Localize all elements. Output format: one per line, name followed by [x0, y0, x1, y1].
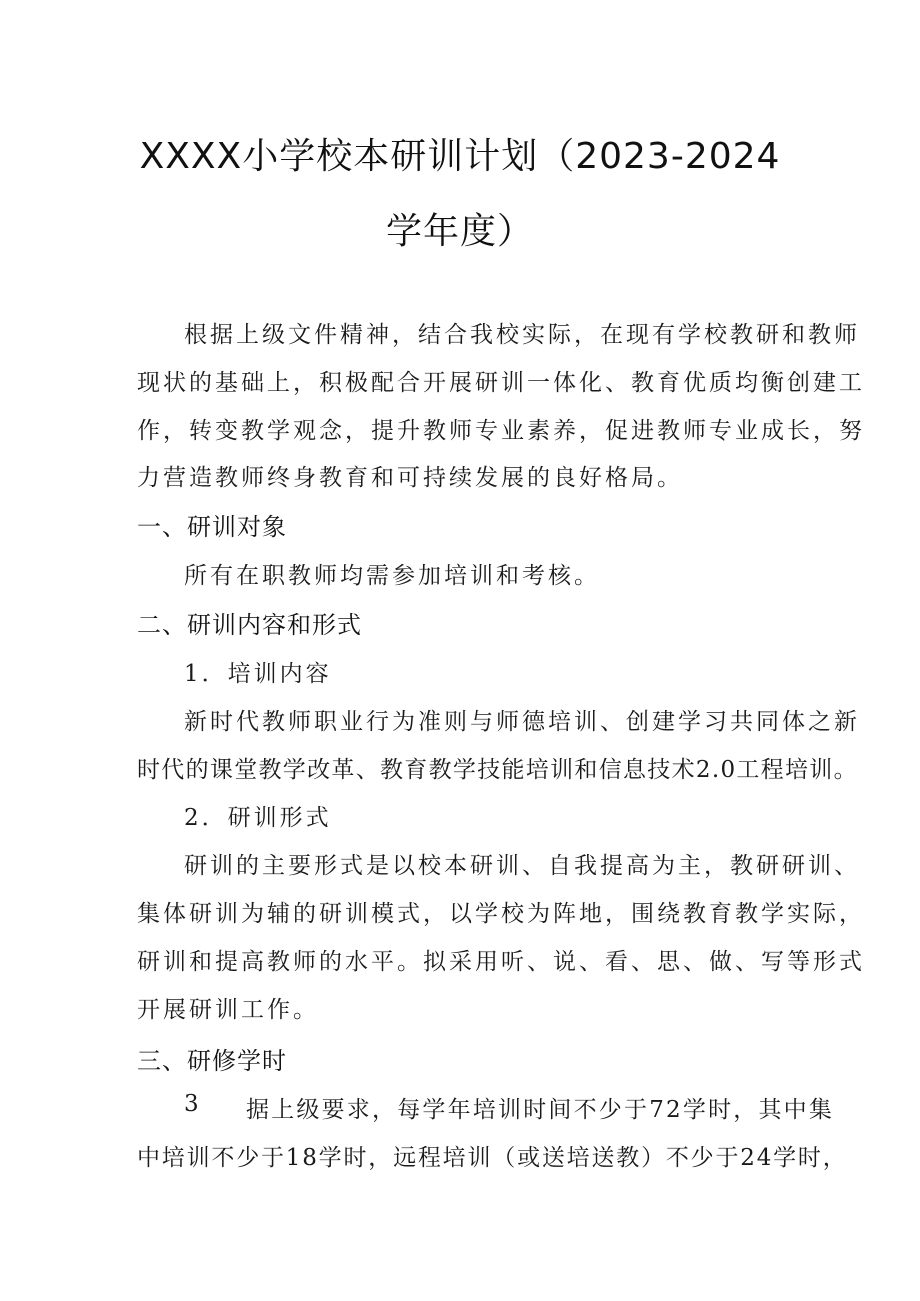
section-3-number: 3	[184, 1091, 202, 1117]
document-title-line-1: XXXX小学校本研训计划（2023-2024	[139, 136, 781, 177]
section-2-item-2-label: 2．研训形式	[184, 805, 332, 831]
section-3-heading: 三、研修学时	[137, 1047, 287, 1075]
intro-line-2: 现状的基础上，积极配合开展研训一体化、教育优质均衡创建工	[137, 370, 865, 396]
section-3-line-2: 中培训不少于18学时，远程培训（或送培送教）不少于24学时，	[137, 1145, 848, 1171]
section-1-heading: 一、研训对象	[137, 513, 287, 541]
intro-line-3: 作，转变教学观念，提升教师专业素养，促进教师专业成长，努	[137, 418, 865, 444]
section-3-line-1: 据上级要求，每学年培训时间不少于72学时，其中集	[246, 1097, 835, 1123]
section-2-item-1-label: 1．培训内容	[184, 661, 332, 687]
section-2-item-2-line-3: 研训和提高教师的水平。拟采用听、说、看、思、做、写等形式	[137, 949, 865, 975]
section-2-item-1-line-1: 新时代教师职业行为准则与师德培训、创建学习共同体之新	[184, 709, 860, 735]
document-title-line-2: 学年度）	[385, 211, 534, 252]
intro-line-1: 根据上级文件精神，结合我校实际，在现有学校教研和教师	[184, 322, 860, 348]
section-2-item-2-line-1: 研训的主要形式是以校本研训、自我提高为主，教研研训、	[184, 853, 860, 879]
section-1-body: 所有在职教师均需参加培训和考核。	[184, 563, 600, 589]
section-2-item-2-line-4: 开展研训工作。	[137, 997, 319, 1023]
section-2-item-2-line-2: 集体研训为辅的研训模式，以学校为阵地，围绕教育教学实际，	[137, 901, 865, 927]
section-2-heading: 二、研训内容和形式	[137, 611, 362, 639]
intro-line-4: 力营造教师终身教育和可持续发展的良好格局。	[137, 465, 683, 491]
section-2-item-1-line-2: 时代的课堂教学改革、教育教学技能培训和信息技术2.0工程培训。	[137, 757, 858, 783]
